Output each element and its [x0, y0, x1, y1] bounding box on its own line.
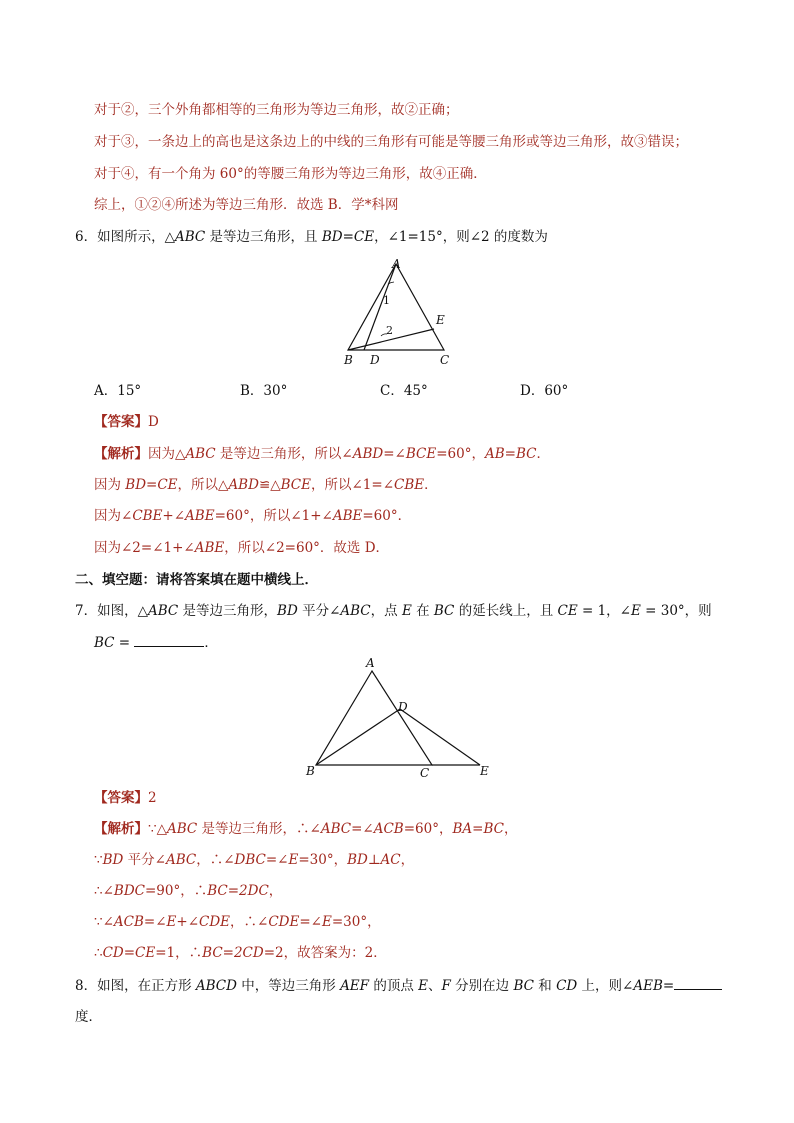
q6-figure — [330, 252, 460, 370]
q6-label-A: A — [392, 257, 401, 271]
q6-analysis-2: 因为 BD=CE，所以△ABD≌△BCE，所以∠1=∠CBE． — [94, 477, 438, 493]
q6-analysis-3: 因为∠CBE+∠ABE=60°，所以∠1+∠ABE=60°． — [94, 508, 412, 524]
q7-analysis-5: ∴CD=CE=1，∴BC=2CD=2，故答案为：2． — [94, 945, 387, 961]
q7-analysis-2: ∵BD 平分∠ABC，∴∠DBC=∠E=30°，BD⊥AC， — [94, 852, 415, 868]
q6-label-C: C — [440, 353, 450, 367]
question-7-cont: BC = ． — [94, 635, 218, 651]
solution-line-4: 对于④，有一个角为 60°的等腰三角形为等边三角形，故④正确． — [94, 166, 487, 182]
q6-label-B: B — [344, 353, 353, 367]
q6-option-b: B．30° — [240, 383, 288, 399]
q6-analysis-4: 因为∠2=∠1+∠ABE，所以∠2=60°．故选 D． — [94, 540, 390, 556]
q7-figure — [300, 655, 500, 783]
q6-answer: 【答案】D — [94, 414, 159, 430]
solution-line-5: 综上，①②④所述为等边三角形．故选 B．学*科网 — [94, 197, 399, 213]
q7-answer: 【答案】2 — [94, 790, 157, 806]
q7-answer-blank[interactable] — [134, 634, 204, 647]
q7-analysis-1: 【解析】∵△ABC 是等边三角形，∴∠ABC=∠ACB=60°，BA=BC， — [94, 821, 518, 837]
question-6: 6．如图所示，△ABC 是等边三角形，且 BD=CE，∠1=15°，则∠2 的度数为 — [75, 229, 548, 245]
q6-label-D: D — [370, 353, 380, 367]
solution-line-3: 对于③，一条边上的高也是这条边上的中线的三角形有可能是等腰三角形或等边三角形，故③错误； — [94, 134, 688, 150]
question-7: 7．如图，△ABC 是等边三角形，BD 平分∠ABC，点 E 在 BC 的延长线上，且 CE = 1，∠E = 30°，则 — [75, 603, 712, 619]
question-8-cont: 度． — [75, 1009, 102, 1025]
q6-angle-1: 1 — [383, 294, 390, 307]
q6-analysis-1: 【解析】因为△ABC 是等边三角形，所以∠ABD=∠BCE=60°，AB=BC． — [94, 446, 550, 462]
question-8: 8．如图，在正方形 ABCD 中，等边三角形 AEF 的顶点 E、F 分别在边 BC 和 CD 上，则∠AEB= — [75, 977, 722, 995]
q6-angle-2: 2 — [386, 324, 393, 337]
q7-label-B: B — [306, 764, 315, 778]
section-2-heading: 二、填空题：请将答案填在题中横线上． — [75, 572, 318, 588]
q6-option-a: A．15° — [94, 383, 142, 399]
q7-label-D: D — [398, 700, 408, 714]
q7-label-E: E — [480, 764, 489, 778]
q7-analysis-3: ∴∠BDC=90°，∴BC=2DC， — [94, 883, 283, 899]
q7-label-C: C — [420, 766, 430, 780]
q6-option-d: D．60° — [520, 383, 569, 399]
q6-label-E: E — [436, 313, 445, 327]
q8-answer-blank[interactable] — [674, 977, 722, 990]
q7-label-A: A — [366, 656, 375, 670]
q7-analysis-4: ∵∠ACB=∠E+∠CDE，∴∠CDE=∠E=30°， — [94, 914, 381, 930]
solution-line-2: 对于②，三个外角都相等的三角形为等边三角形，故②正确； — [94, 102, 459, 118]
q6-option-c: C．45° — [380, 383, 428, 399]
